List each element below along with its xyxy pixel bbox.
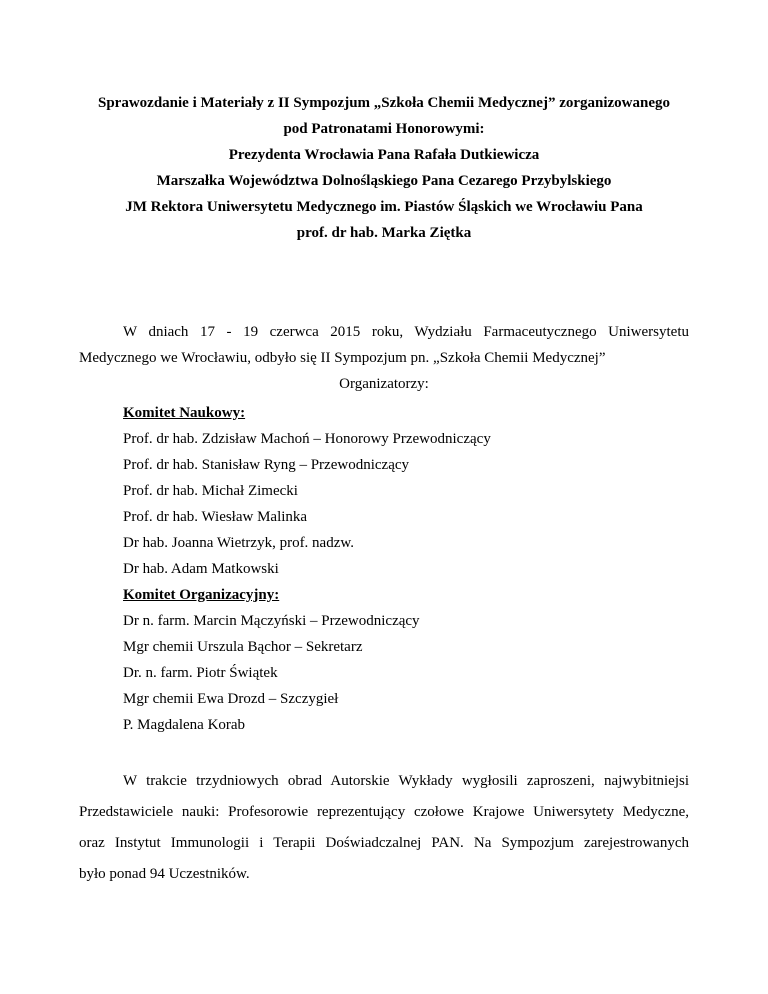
organizers-label: Organizatorzy: — [339, 376, 429, 392]
committee-member: Dr n. farm. Marcin Mączyński – Przewodniczący — [123, 613, 420, 629]
summary-paragraph — [79, 766, 689, 890]
summary-line: oraz Instytut Immunologii i Terapii Doświadczalnej PAN. Na Sympozjum zarejestrowanych — [79, 835, 689, 851]
committee-member: P. Magdalena Korab — [123, 717, 246, 733]
committee-member: Mgr chemii Ewa Drozd – Szczygieł — [123, 691, 339, 707]
title-line: Marszałka Województwa Dolnośląskiego Pana Cezarego Przybylskiego — [156, 173, 612, 189]
committee-member: Prof. dr hab. Michał Zimecki — [123, 483, 298, 499]
title-line: prof. dr hab. Marka Ziętka — [296, 225, 472, 241]
committee-member: Dr hab. Adam Matkowski — [123, 561, 279, 577]
committee-member: Prof. dr hab. Stanisław Ryng – Przewodniczący — [123, 457, 410, 473]
title-line: Prezydenta Wrocławia Pana Rafała Dutkiewicza — [228, 147, 540, 163]
summary-line: W trakcie trzydniowych obrad Autorskie Wykłady wygłosili zaproszeni, najwybitniejsi — [123, 773, 689, 789]
committee-member: Dr hab. Joanna Wietrzyk, prof. nadzw. — [123, 535, 354, 551]
committees-section — [123, 400, 491, 738]
intro-paragraph — [79, 319, 689, 371]
document-title — [60, 90, 708, 246]
committee-member: Prof. dr hab. Zdzisław Machoń – Honorowy Przewodniczący — [123, 431, 491, 447]
intro-line: W dniach 17 - 19 czerwca 2015 roku, Wydziału Farmaceutycznego Uniwersytetu — [123, 324, 689, 340]
title-line: Sprawozdanie i Materiały z II Sympozjum „Szkoła Chemii Medycznej” zorganizowanego — [97, 95, 671, 111]
scientific-committee-heading: Komitet Naukowy: — [123, 405, 246, 421]
summary-line: Przedstawiciele nauki: Profesorowie reprezentujący czołowe Krajowe Uniwersytety Medyczne, — [79, 804, 689, 820]
summary-line: było ponad 94 Uczestników. — [79, 866, 250, 882]
committee-member: Dr. n. farm. Piotr Świątek — [123, 665, 278, 681]
intro-line: Medycznego we Wrocławiu, odbyło się II Sympozjum pn. „Szkoła Chemii Medycznej” — [79, 350, 606, 366]
title-line: pod Patronatami Honorowymi: — [283, 121, 485, 137]
committee-member: Prof. dr hab. Wiesław Malinka — [123, 509, 308, 525]
committee-member: Mgr chemii Urszula Bąchor – Sekretarz — [123, 639, 363, 655]
title-line: JM Rektora Uniwersytetu Medycznego im. Piastów Śląskich we Wrocławiu Pana — [125, 199, 643, 215]
organizing-committee-heading: Komitet Organizacyjny: — [123, 587, 280, 603]
